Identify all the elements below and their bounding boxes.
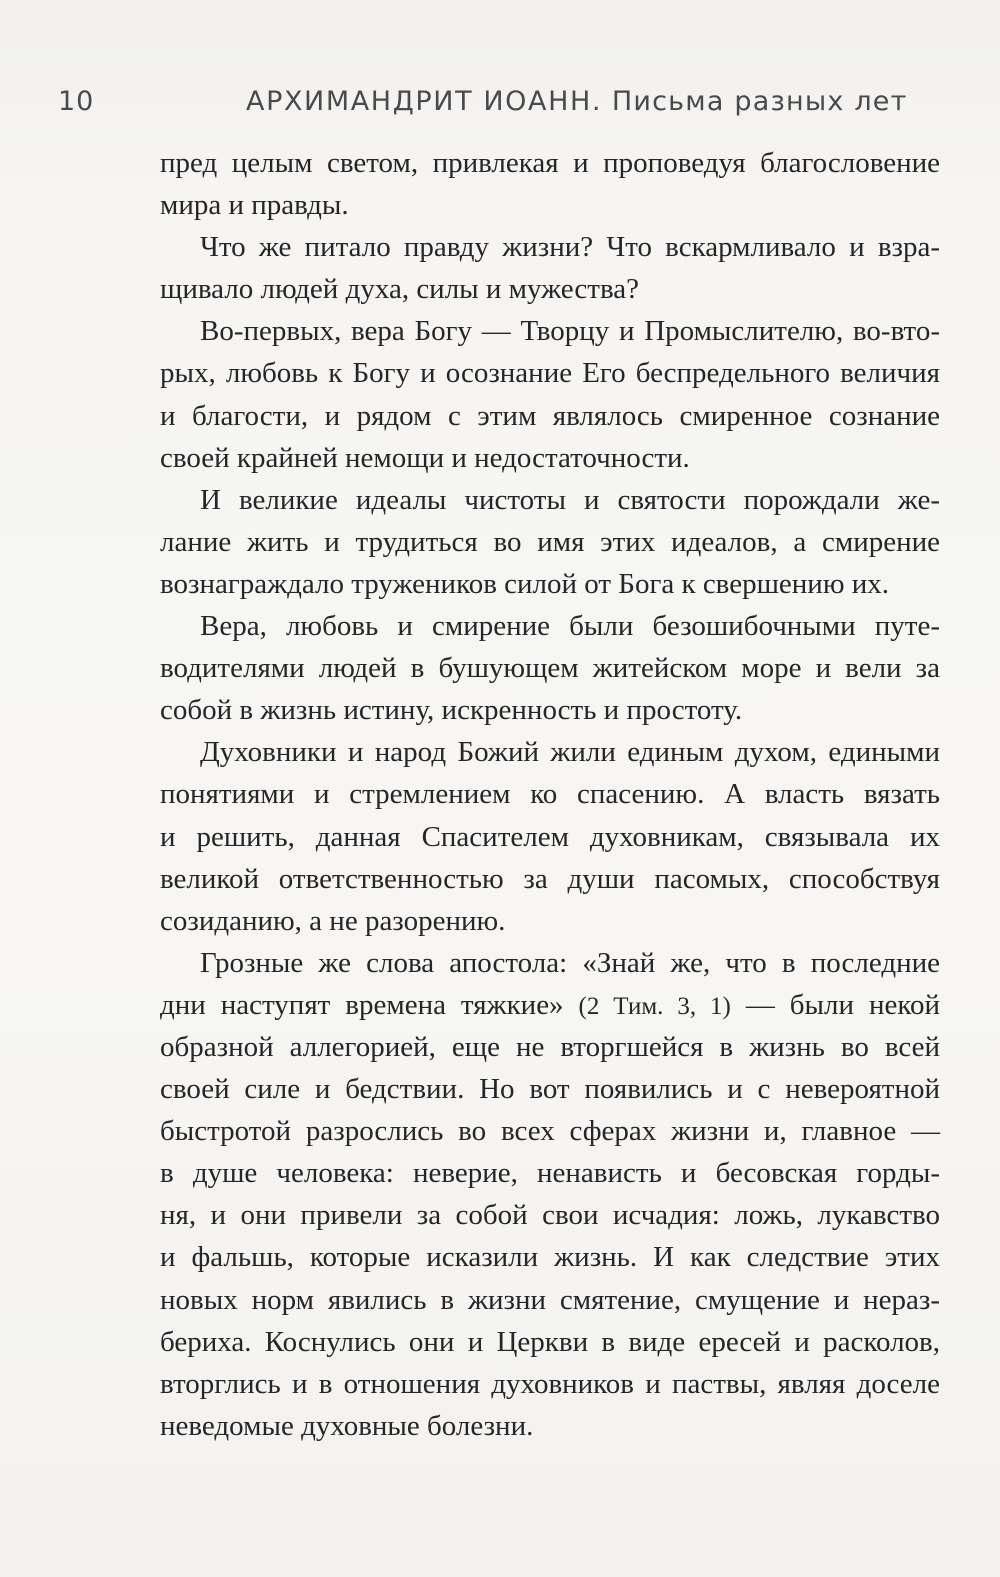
body-text xyxy=(160,142,940,1447)
text-line: пред целым светом, привлекая и проповедуя благословение xyxy=(160,147,940,179)
paragraph-start-line: Что же питало правду жизни? Что вскармливало и взра- xyxy=(200,231,940,264)
text-line: водителями людей в бушующем житейском море и вели за xyxy=(160,652,940,685)
text-line: неведомые духовные болезни. xyxy=(160,1409,534,1442)
scripture-citation: (2 Тим. 3, 1) xyxy=(578,992,731,1020)
text-fragment: — были некой xyxy=(745,988,940,1021)
text-line: бериха. Коснулись они и Церкви в виде ересей и расколов, xyxy=(160,1325,940,1358)
text-line: новых норм явились в жизни смятение, смущение и нераз- xyxy=(160,1283,940,1316)
book-title xyxy=(246,86,908,117)
text-line: мира и правды. xyxy=(160,189,349,222)
text-line: вторглись и в отношения духовников и паствы, являя доселе xyxy=(160,1367,940,1400)
text-line: и решить, данная Спасителем духовникам, связывала их xyxy=(160,820,940,853)
paragraph-start-line: Во-первых, вера Богу — Творцу и Промыслителю, во-вто- xyxy=(200,315,940,348)
text-line: образной аллегорией, еще не вторгшейся в жизнь во всей xyxy=(160,1030,940,1063)
text-line: и благости, и рядом с этим являлось смиренное сознание xyxy=(160,399,940,432)
text-line: ня, и они привели за собой свои исчадия: ложь, лукавство xyxy=(160,1199,940,1232)
text-line: лание жить и трудиться во имя этих идеалов, а смирение xyxy=(160,525,940,558)
paragraph-start-line: Духовники и народ Божий жили единым духом, едиными xyxy=(200,736,940,769)
text-line: вознаграждало тружеников силой от Бога к свершению их. xyxy=(160,567,890,600)
author-name: АРХИМАНДРИТ ИОАНН. xyxy=(246,86,603,117)
text-line: своей силе и бедствии. Но вот появились и с невероятной xyxy=(160,1073,940,1106)
page-number: 10 xyxy=(58,86,95,117)
text-line-with-citation xyxy=(160,984,940,1026)
text-line: щивало людей духа, силы и мужества? xyxy=(160,273,639,306)
text-line: собой в жизнь истину, искренность и простоту. xyxy=(160,694,743,727)
text-line: быстротой разрослись во всех сферах жизни и, главное — xyxy=(160,1115,940,1148)
paragraph-start-line: И великие идеалы чистоты и святости порождали же- xyxy=(200,483,940,516)
text-line: своей крайней немощи и недостаточности. xyxy=(160,441,690,474)
paragraph-start-line: Грозные же слова апостола: «Знай же, что в последние xyxy=(200,946,940,979)
text-line: в душе человека: неверие, ненависть и бесовская горды- xyxy=(160,1157,940,1190)
book-subtitle: Письма разных лет xyxy=(611,86,908,117)
paragraph-start-line: Вера, любовь и смирение были безошибочными путе- xyxy=(200,610,940,643)
quote-end-text: дни наступят времена тяжкие» xyxy=(160,988,564,1021)
text-line: и фальшь, которые исказили жизнь. И как следствие этих xyxy=(160,1241,940,1274)
text-line: понятиями и стремлением ко спасению. А власть вязать xyxy=(160,778,940,811)
text-line: великой ответственностью за души пасомых, способствуя xyxy=(160,862,940,895)
text-line: рых, любовь к Богу и осознание Его беспредельного величия xyxy=(160,357,940,390)
text-line: созиданию, а не разорению. xyxy=(160,904,506,937)
running-head xyxy=(58,86,958,126)
